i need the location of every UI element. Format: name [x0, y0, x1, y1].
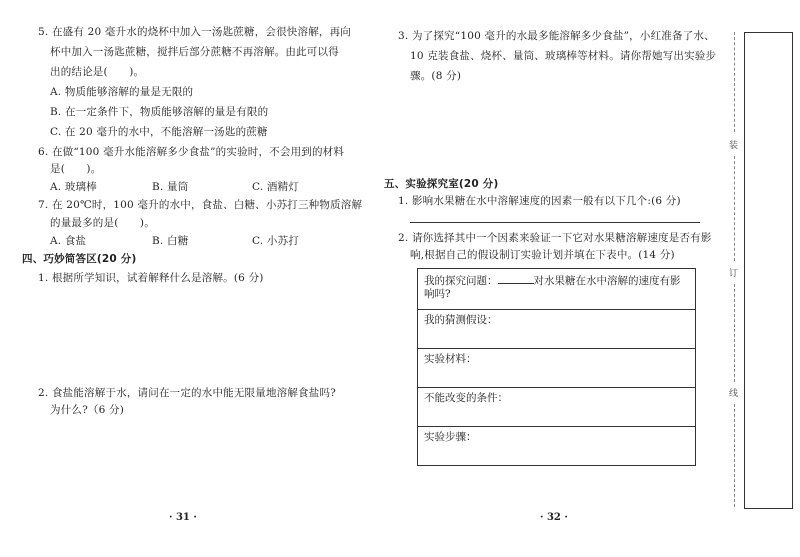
- q6-option-a: A. 玻璃棒: [50, 181, 97, 193]
- binding-dash-line: [734, 156, 736, 261]
- q5-line2: 杯中加入一汤匙蔗糖，搅拌后部分蔗糖不再溶解。由此可以得: [50, 46, 339, 58]
- cell-label-cont2: 响吗?: [424, 288, 451, 300]
- section4-title: 四、巧妙简答区(20 分): [22, 253, 137, 265]
- q7-line1: 7. 在 20℃时，100 毫升的水中，食盐、白糖、小苏打三种物质溶解: [38, 199, 363, 211]
- binding-margin-box: [744, 32, 793, 509]
- s4-question1: 1. 根据所学知识，试着解释什么是溶解。(6 分): [38, 272, 264, 284]
- binding-char-top: 装: [729, 141, 739, 151]
- q5-option-b: B. 在一定条件下，物质能够溶解的量是有限的: [50, 106, 269, 118]
- fill-blank[interactable]: [498, 273, 534, 284]
- cell-label: 我的探究问题：: [424, 275, 498, 287]
- s5-question2-line2: 响,根据自己的假设制订实验计划并填在下表中。(14 分): [410, 249, 675, 261]
- q6-option-c: C. 酒精灯: [252, 181, 300, 193]
- q7-option-a: A. 食盐: [50, 235, 87, 247]
- binding-dash-line: [734, 404, 736, 507]
- s4-question2-line2: 为什么?（6 分): [50, 404, 125, 416]
- table-row: [418, 427, 696, 466]
- s5-question2-line1: 2. 请你选择其中一个因素来验证一下它对水果糖溶解速度是否有影: [398, 232, 712, 244]
- cell-label: 我的猜测假设：: [424, 314, 498, 326]
- cell-label: 不能改变的条件：: [424, 392, 508, 404]
- left-page: [0, 0, 372, 557]
- cell-label: 实验材料：: [424, 353, 477, 365]
- table-cell-fixed-conditions[interactable]: [418, 388, 696, 427]
- q3-line3: 骤。(8 分): [410, 70, 462, 82]
- cell-label-cont: 对水果糖在水中溶解的速度有影: [533, 275, 681, 287]
- binding-char-mid: 订: [729, 269, 739, 279]
- q7-option-c: C. 小苏打: [252, 235, 300, 247]
- answer-line: [410, 222, 700, 223]
- experiment-plan-table: [417, 268, 696, 466]
- binding-dash-line: [734, 284, 736, 382]
- table-cell-hypothesis[interactable]: [418, 310, 696, 349]
- q5-line3: 出的结论是( )。: [50, 66, 145, 78]
- page-number-left: · 31 ·: [169, 512, 197, 523]
- table-row: [418, 388, 696, 427]
- s4-question2-line1: 2. 食盐能溶解于水，请问在一定的水中能无限量地溶解食盐吗?: [38, 387, 336, 399]
- table-cell-materials[interactable]: [418, 349, 696, 388]
- cell-label: 实验步骤：: [424, 431, 477, 443]
- table-cell-question[interactable]: [418, 269, 696, 310]
- q3-line1: 3. 为了探究“100 毫升的水最多能溶解多少食盐”，小红准备了水、: [398, 30, 715, 42]
- q6-line2: 是( )。: [50, 163, 102, 175]
- section5-title: 五、实验探究室(20 分): [384, 178, 499, 190]
- s5-question1: 1. 影响水果糖在水中溶解速度的因素一般有以下几个:(6 分): [398, 195, 681, 207]
- page-number-right: · 32 ·: [540, 512, 568, 523]
- q6-option-b: B. 量筒: [152, 181, 189, 193]
- q3-line2: 10 克装食盐、烧杯、量筒、玻璃棒等材料。请你帮她写出实验步: [410, 50, 717, 62]
- q5-option-c: C. 在 20 毫升的水中，不能溶解一汤匙的蔗糖: [50, 126, 268, 138]
- table-row: [418, 310, 696, 349]
- binding-dash-line: [734, 32, 736, 132]
- q7-option-b: B. 白糖: [152, 235, 189, 247]
- q5-line1: 5. 在盛有 20 毫升水的烧杯中加入一汤匙蔗糖，会很快溶解，再向: [38, 26, 351, 38]
- table-cell-steps[interactable]: [418, 427, 696, 466]
- q5-option-a: A. 物质能够溶解的量是无限的: [50, 86, 194, 98]
- table-row: [418, 269, 696, 310]
- q6-line1: 6. 在做“100 毫升水能溶解多少食盐”的实验时，不会用到的材料: [38, 146, 345, 158]
- q7-line2: 的量最多的是( )。: [50, 217, 155, 229]
- binding-char-bot: 线: [729, 389, 739, 399]
- table-row: [418, 349, 696, 388]
